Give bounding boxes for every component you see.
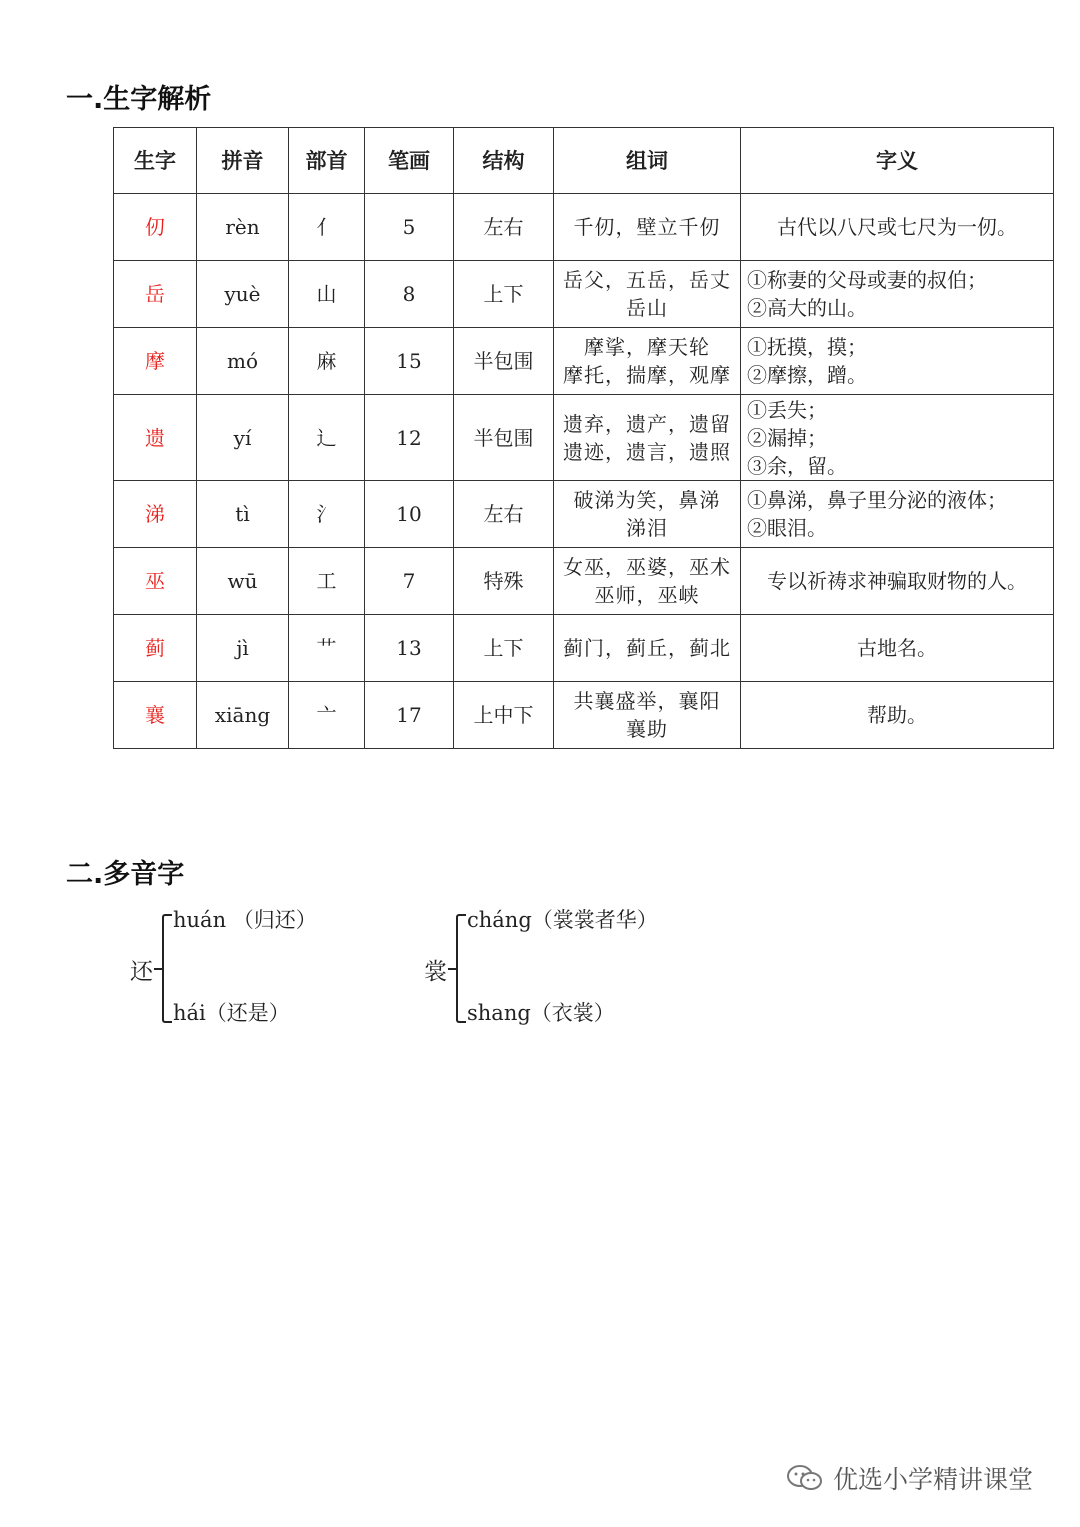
word-line: 蓟门，蓟丘，蓟北 bbox=[563, 636, 731, 660]
reading-1: huán （归还） bbox=[173, 908, 317, 932]
brace-icon bbox=[162, 914, 172, 1023]
table-row bbox=[114, 682, 1054, 749]
pinyin-cell: xiāng bbox=[197, 682, 289, 749]
character-table bbox=[113, 127, 1054, 749]
table-row bbox=[114, 548, 1054, 615]
word-line: 岳山 bbox=[626, 296, 668, 320]
char-cell: 岳 bbox=[114, 261, 197, 328]
meaning-cell bbox=[741, 395, 1054, 481]
wechat-icon bbox=[785, 1463, 825, 1493]
word-line: 遗迹，遗言，遗照 bbox=[563, 439, 731, 464]
word-line: 遗弃，遗产，遗留 bbox=[563, 411, 731, 436]
meaning-line: ②摩擦，蹭。 bbox=[747, 363, 867, 387]
strokes-cell: 10 bbox=[365, 481, 454, 548]
meaning-line: 古地名。 bbox=[857, 636, 937, 660]
word-line: 摩挲，摩天轮 bbox=[584, 335, 710, 359]
polyphonic-char: 裳 bbox=[424, 959, 447, 985]
pinyin-cell: mó bbox=[197, 328, 289, 395]
meaning-line: 古代以八尺或七尺为一仞。 bbox=[777, 215, 1017, 239]
word-line: 共襄盛举，襄阳 bbox=[573, 689, 721, 713]
char-cell: 蓟 bbox=[114, 615, 197, 682]
pinyin-cell: wū bbox=[197, 548, 289, 615]
structure-cell: 上下 bbox=[454, 615, 554, 682]
words-cell bbox=[554, 261, 741, 328]
char-cell: 涕 bbox=[114, 481, 197, 548]
reading-2: hái（还是） bbox=[173, 1001, 290, 1025]
header-char: 生字 bbox=[114, 128, 197, 194]
meaning-cell bbox=[741, 194, 1054, 261]
meaning-line: ①丢失； bbox=[747, 397, 827, 422]
structure-cell: 上下 bbox=[454, 261, 554, 328]
word-line: 巫师，巫峡 bbox=[594, 583, 700, 607]
pinyin-cell: yí bbox=[197, 395, 289, 481]
meaning-cell bbox=[741, 481, 1054, 548]
meaning-line: ②高大的山。 bbox=[747, 296, 867, 320]
structure-cell: 左右 bbox=[454, 481, 554, 548]
meaning-line: ②漏掉； bbox=[747, 425, 827, 450]
polyphonic-item bbox=[130, 902, 390, 1032]
structure-cell: 左右 bbox=[454, 194, 554, 261]
header-structure: 结构 bbox=[454, 128, 554, 194]
radical-cell: 亻 bbox=[289, 194, 365, 261]
radical-cell: 辶 bbox=[289, 395, 365, 481]
word-line: 襄助 bbox=[626, 717, 668, 741]
polyphonic-item bbox=[424, 902, 724, 1032]
words-cell bbox=[554, 481, 741, 548]
header-radical: 部首 bbox=[289, 128, 365, 194]
strokes-cell: 7 bbox=[365, 548, 454, 615]
header-words: 组词 bbox=[554, 128, 741, 194]
word-line: 岳父，五岳，岳丈 bbox=[563, 268, 731, 292]
table-header-row bbox=[114, 128, 1054, 194]
structure-cell: 半包围 bbox=[454, 395, 554, 481]
meaning-line: ①鼻涕，鼻子里分泌的液体； bbox=[747, 488, 1007, 512]
header-strokes: 笔画 bbox=[365, 128, 454, 194]
char-cell: 仞 bbox=[114, 194, 197, 261]
brace-icon bbox=[456, 914, 466, 1023]
char-cell: 巫 bbox=[114, 548, 197, 615]
strokes-cell: 12 bbox=[365, 395, 454, 481]
strokes-cell: 13 bbox=[365, 615, 454, 682]
meaning-cell bbox=[741, 682, 1054, 749]
pinyin-cell: yuè bbox=[197, 261, 289, 328]
reading-2: shang（衣裳） bbox=[467, 1001, 615, 1025]
reading-1: cháng（裳裳者华） bbox=[467, 908, 658, 932]
structure-cell: 半包围 bbox=[454, 328, 554, 395]
table-row bbox=[114, 395, 1054, 481]
pinyin-cell: rèn bbox=[197, 194, 289, 261]
table-row bbox=[114, 261, 1054, 328]
words-cell bbox=[554, 194, 741, 261]
words-cell bbox=[554, 328, 741, 395]
strokes-cell: 17 bbox=[365, 682, 454, 749]
watermark-text: 优选小学精讲课堂 bbox=[833, 1465, 1034, 1494]
meaning-line: 帮助。 bbox=[867, 703, 927, 727]
meaning-line: ①称妻的父母或妻的叔伯； bbox=[747, 268, 987, 292]
word-line: 破涕为笑，鼻涕 bbox=[573, 488, 721, 512]
meaning-line: ③余，留。 bbox=[747, 453, 847, 478]
polyphonic-char: 还 bbox=[130, 959, 153, 985]
meaning-cell bbox=[741, 548, 1054, 615]
word-line: 摩托，揣摩，观摩 bbox=[563, 363, 731, 387]
pinyin-cell: tì bbox=[197, 481, 289, 548]
radical-cell: 氵 bbox=[289, 481, 365, 548]
meaning-cell bbox=[741, 615, 1054, 682]
structure-cell: 上中下 bbox=[454, 682, 554, 749]
meaning-line: ①抚摸，摸； bbox=[747, 335, 867, 359]
header-meaning: 字义 bbox=[741, 128, 1054, 194]
meaning-cell bbox=[741, 261, 1054, 328]
watermark bbox=[785, 1460, 1033, 1496]
word-line: 涕泪 bbox=[626, 516, 668, 540]
table-row bbox=[114, 615, 1054, 682]
words-cell bbox=[554, 682, 741, 749]
strokes-cell: 5 bbox=[365, 194, 454, 261]
words-cell bbox=[554, 615, 741, 682]
structure-cell: 特殊 bbox=[454, 548, 554, 615]
char-cell: 遗 bbox=[114, 395, 197, 481]
radical-cell: 亠 bbox=[289, 682, 365, 749]
radical-cell: 工 bbox=[289, 548, 365, 615]
section-title-character-analysis: 一.生字解析 bbox=[66, 84, 212, 115]
header-pinyin: 拼音 bbox=[197, 128, 289, 194]
meaning-line: ②眼泪。 bbox=[747, 516, 827, 540]
table-row bbox=[114, 328, 1054, 395]
radical-cell: 麻 bbox=[289, 328, 365, 395]
words-cell bbox=[554, 395, 741, 481]
strokes-cell: 15 bbox=[365, 328, 454, 395]
radical-cell: 艹 bbox=[289, 615, 365, 682]
table-row bbox=[114, 481, 1054, 548]
meaning-cell bbox=[741, 328, 1054, 395]
words-cell bbox=[554, 548, 741, 615]
section-title-polyphonic: 二.多音字 bbox=[66, 859, 185, 890]
word-line: 女巫，巫婆，巫术 bbox=[563, 555, 731, 579]
meaning-line: 专以祈祷求神骗取财物的人。 bbox=[767, 569, 1027, 593]
pinyin-cell: jì bbox=[197, 615, 289, 682]
char-cell: 襄 bbox=[114, 682, 197, 749]
strokes-cell: 8 bbox=[365, 261, 454, 328]
table-row bbox=[114, 194, 1054, 261]
word-line: 千仞，壁立千仞 bbox=[573, 215, 721, 239]
radical-cell: 山 bbox=[289, 261, 365, 328]
char-cell: 摩 bbox=[114, 328, 197, 395]
